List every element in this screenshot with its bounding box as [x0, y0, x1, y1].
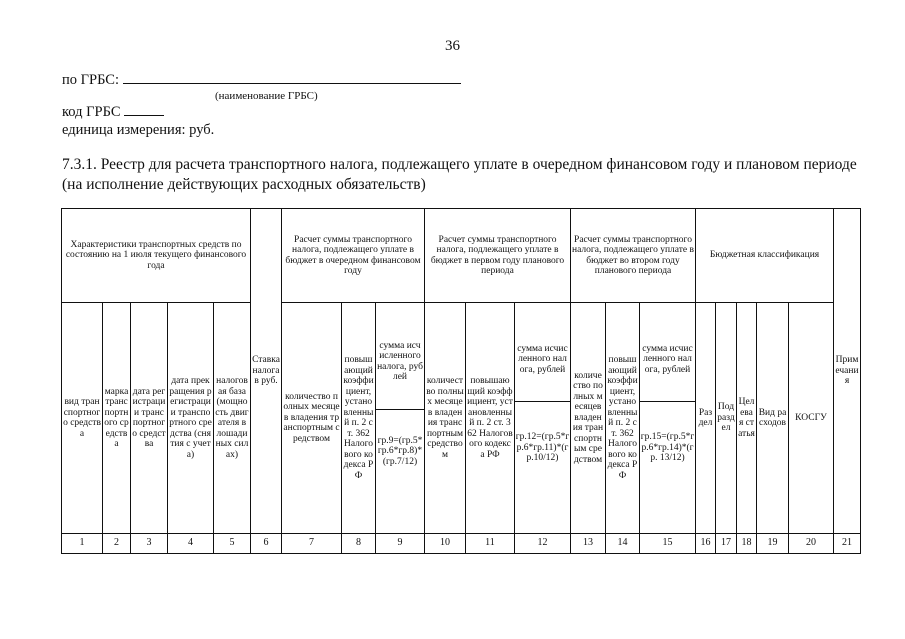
column-number: 16 — [696, 534, 716, 554]
header-calc-second-plan-year: Расчет суммы транспортного налога, подлежащего уплате в бюджет во втором году планового периода — [571, 209, 696, 303]
formula-col9: гр.9=(гр.5*гр.6*гр.8)*(гр.7/12) — [376, 409, 424, 496]
column-number: 4 — [168, 534, 214, 554]
col-tax-base: налоговая база (мощность двигателя в лошадиных силах) — [214, 303, 251, 534]
col-tax-sum-first — [515, 303, 571, 534]
column-number: 1 — [62, 534, 103, 554]
col-vehicle-type: вид транспортного средства — [62, 303, 103, 534]
column-number: 14 — [606, 534, 640, 554]
grbs-line — [62, 72, 461, 89]
section-title: 7.3.1. Реестр для расчета транспортного налога, подлежащего уплате в очередном финансовом году и плановом периоде (на исполнение действующих расходных обязательств) — [62, 156, 857, 193]
col-tax-sum-second — [640, 303, 696, 534]
column-number: 15 — [640, 534, 696, 554]
col-tax-sum-second-label: сумма исчисленного налога, рублей — [642, 343, 693, 375]
column-number: 5 — [214, 534, 251, 554]
header-calc-first-plan-year: Расчет суммы транспортного налога, подлежащего уплате в бюджет в первом году планового периода — [425, 209, 571, 303]
col-expense-type: Вид расходов — [757, 303, 789, 534]
col-registration-date: дата регистрации транспортного средства — [131, 303, 168, 534]
col-coefficient-first: повышающий коэффициент, установленный п. 2 ст. 362 Налогового кодекса РФ — [466, 303, 515, 534]
column-number: 8 — [342, 534, 376, 554]
column-number: 19 — [757, 534, 789, 554]
column-number: 11 — [466, 534, 515, 554]
formula-col15: гр.15=(гр.5*гр.6*гр.14)*(гр. 13/12) — [640, 401, 695, 492]
unit-line: единица измерения: руб. — [62, 122, 215, 138]
tax-register-table — [61, 208, 861, 554]
column-number: 2 — [103, 534, 131, 554]
column-number: 12 — [515, 534, 571, 554]
column-number: 6 — [251, 534, 282, 554]
grbs-code-line — [62, 104, 164, 121]
col-coefficient-second: повышающий коэффициент, установленный п. 2 ст. 362 Налогового кодекса РФ — [606, 303, 640, 534]
col-months-owned-first: количество полных месяцев владения транспортным средством — [425, 303, 466, 534]
column-number: 13 — [571, 534, 606, 554]
header-tax-rate: Ставка налога в руб. — [251, 209, 282, 534]
col-deregistration-date: дата прекращения регистрации транспортного средства (снятия с учета) — [168, 303, 214, 534]
col-subsection: Подраздел — [716, 303, 737, 534]
grbs-name-blank — [123, 83, 461, 84]
header-budget-classification: Бюджетная классификация — [696, 209, 834, 303]
header-notes: Примечания — [834, 209, 861, 534]
grbs-caption: (наименование ГРБС) — [215, 90, 318, 102]
col-vehicle-brand: марка транспортного средства — [103, 303, 131, 534]
formula-col12: гр.12=(гр.5*гр.6*гр.11)*(гр.10/12) — [515, 401, 570, 492]
header-vehicle-info: Характеристики транспортных средств по состоянию на 1 июля текущего финансового года — [62, 209, 251, 303]
col-coefficient-next: повышающий коэффициент, установленный п. 2 ст. 362 Налогового кодекса РФ — [342, 303, 376, 534]
grbs-label: по ГРБС: — [62, 72, 120, 88]
col-tax-sum-first-label: сумма исчисленного налога, рублей — [517, 343, 568, 375]
column-number: 20 — [789, 534, 834, 554]
col-kosgu: КОСГУ — [789, 303, 834, 534]
col-section: Раздел — [696, 303, 716, 534]
column-number: 9 — [376, 534, 425, 554]
column-number: 7 — [282, 534, 342, 554]
column-number: 18 — [737, 534, 757, 554]
page-number: 36 — [445, 38, 460, 54]
col-months-owned-next: количество полных месяцев владения транспортным средством — [282, 303, 342, 534]
col-tax-sum-next-label: сумма исчисленного налога, рублей — [377, 340, 423, 382]
col-target-article: Целевая статья — [737, 303, 757, 534]
grbs-code-label: код ГРБС — [62, 104, 121, 120]
column-number: 17 — [716, 534, 737, 554]
header-calc-next-year: Расчет суммы транспортного налога, подлежащего уплате в бюджет в очередном финансовом году — [282, 209, 425, 303]
col-months-owned-second: количество полных месяцев владения транспортным средством — [571, 303, 606, 534]
column-number: 21 — [834, 534, 861, 554]
column-number: 10 — [425, 534, 466, 554]
column-number: 3 — [131, 534, 168, 554]
col-tax-sum-next — [376, 303, 425, 534]
grbs-code-blank — [124, 115, 164, 116]
